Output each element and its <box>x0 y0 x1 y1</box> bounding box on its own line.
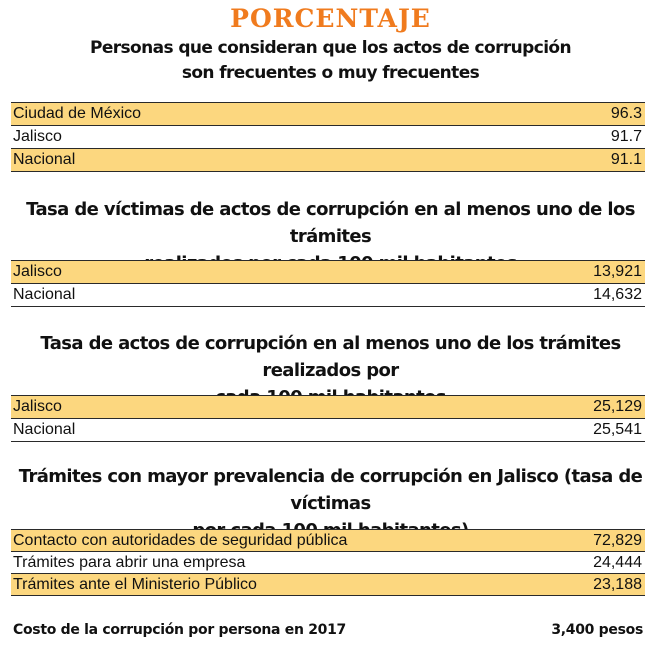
table-row <box>11 574 645 596</box>
table-procedures <box>11 529 645 596</box>
row-label: Jalisco <box>13 263 62 280</box>
row-value: 13,921 <box>593 263 642 280</box>
row-label: Nacional <box>13 151 76 168</box>
row-label: Trámites para abrir una empresa <box>13 554 246 571</box>
row-label: Trámites ante el Ministerio Público <box>13 576 257 593</box>
cost-value: 3,400 pesos <box>551 622 643 638</box>
row-label: Ciudad de México <box>13 105 142 122</box>
table-row <box>11 149 645 172</box>
row-value: 91.1 <box>610 151 642 168</box>
row-value: 72,829 <box>593 532 642 549</box>
heading-line: Tasa de actos de corrupción en al menos uno de los trámites realizados por <box>40 333 621 381</box>
heading-line: Personas que consideran que los actos de corrupción <box>89 38 572 58</box>
row-value: 23,188 <box>593 576 642 593</box>
cost-label: Costo de la corrupción por persona en 2017 <box>13 622 346 638</box>
row-label: Jalisco <box>13 398 62 415</box>
table-row <box>11 530 645 552</box>
row-value: 24,444 <box>593 554 642 571</box>
row-value: 25,129 <box>593 398 642 415</box>
heading-line: Tasa de víctimas de actos de corrupción en al menos uno de los trámites <box>26 199 635 247</box>
table-row <box>11 419 645 442</box>
table-perception <box>11 102 645 172</box>
section-heading-perception <box>0 36 661 86</box>
row-value: 25,541 <box>593 421 642 438</box>
row-label: Contacto con autoridades de seguridad pública <box>13 532 348 549</box>
table-row <box>11 284 645 307</box>
row-value: 96.3 <box>610 105 642 122</box>
table-row <box>11 126 645 149</box>
row-label: Jalisco <box>13 128 62 145</box>
table-row <box>11 552 645 574</box>
row-label: Nacional <box>13 286 76 303</box>
row-label: Nacional <box>13 421 76 438</box>
table-row <box>11 261 645 284</box>
row-value: 14,632 <box>593 286 642 303</box>
heading-line: son frecuentes o muy frecuentes <box>181 63 480 83</box>
table-victim-rate <box>11 260 645 307</box>
table-row <box>11 103 645 126</box>
cost-summary-row <box>13 620 643 640</box>
table-act-rate <box>11 395 645 442</box>
heading-line: Trámites con mayor prevalencia de corrupción en Jalisco (tasa de víctimas <box>18 466 643 514</box>
page-title: PORCENTAJE <box>230 4 431 33</box>
table-row <box>11 396 645 419</box>
row-value: 91.7 <box>610 128 642 145</box>
